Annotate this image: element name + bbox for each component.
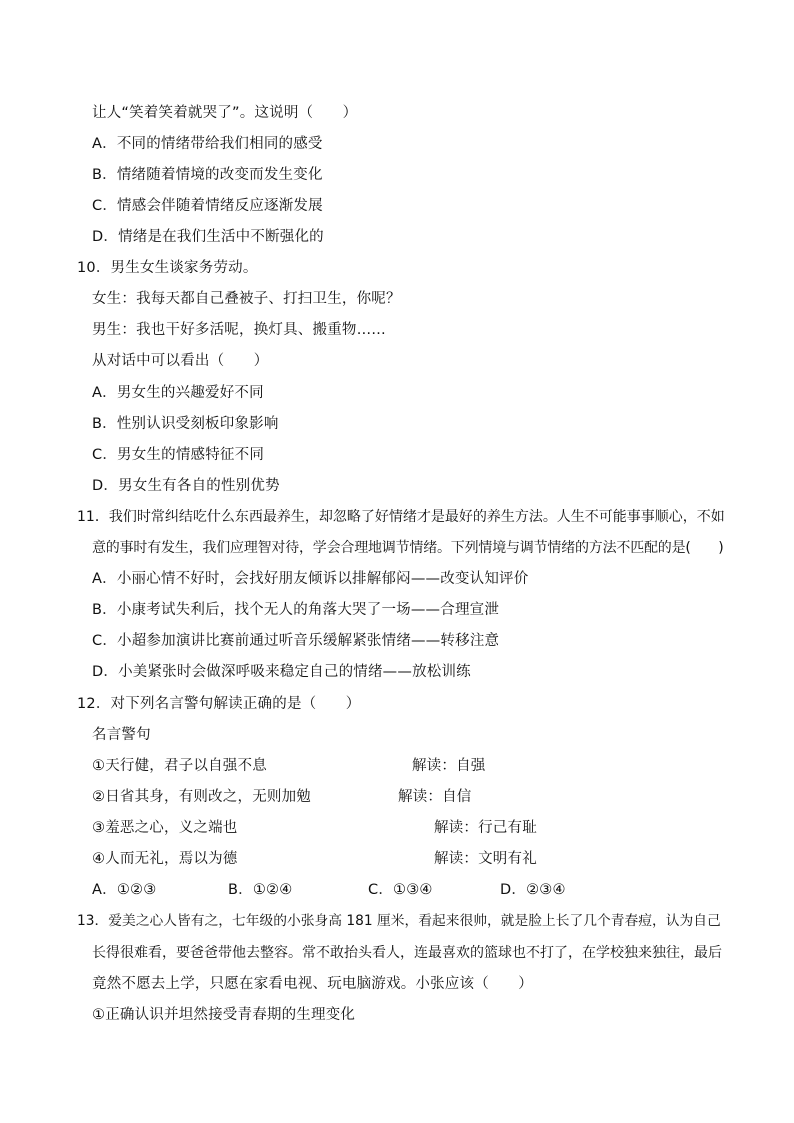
q12-header: 名言警句 xyxy=(92,727,151,743)
q10-stem: 10．男生女生谈家务劳动。 xyxy=(77,260,258,276)
q12-option-b: B．①②④ xyxy=(228,882,293,898)
q10-dialogue-girl: 女生：我每天都自己叠被子、打扫卫生，你呢？ xyxy=(92,291,401,307)
q11-option-c: C．小超参加演讲比赛前通过听音乐缓解紧张情绪——转移注意 xyxy=(92,633,500,649)
q9-stem-tail: 让人“笑着笑着就哭了”。这说明（ ） xyxy=(92,105,358,121)
q11-option-d: D．小美紧张时会做深呼吸来稳定自己的情绪——放松训练 xyxy=(92,664,471,680)
q9-option-c: C．情感会伴随着情绪反应逐渐发展 xyxy=(92,198,323,214)
q13-stem-line3: 竟然不愿去上学，只愿在家看电视、玩电脑游戏。小张应该（ ） xyxy=(92,976,533,992)
q12-reading-4: 解读：文明有礼 xyxy=(434,851,537,867)
q10-option-c: C．男女生的情感特征不同 xyxy=(92,447,265,463)
q9-option-a: A．不同的情绪带给我们相同的感受 xyxy=(92,136,323,152)
q12-reading-3: 解读：行己有耻 xyxy=(434,820,537,836)
q10-option-b: B．性别认识受刻板印象影响 xyxy=(92,416,279,432)
q10-option-a: A．男女生的兴趣爱好不同 xyxy=(92,385,264,401)
q9-option-b: B．情绪随着情境的改变而发生变化 xyxy=(92,167,323,183)
q10-option-d: D．男女生有各自的性别优势 xyxy=(92,478,280,494)
q13-item-1: ①正确认识并坦然接受青春期的生理变化 xyxy=(92,1007,356,1023)
q12-quote-2: ②日省其身，有则改之，无则加勉 xyxy=(92,789,311,805)
q12-quote-1: ①天行健，君子以自强不息 xyxy=(92,758,267,774)
q12-stem: 12．对下列名言警句解读正确的是（ ） xyxy=(77,696,361,712)
q13-stem-line2: 长得很难看，要爸爸带他去整容。常不敢抬头看人，连最喜欢的篮球也不打了，在学校独来独往，最后 xyxy=(92,945,722,961)
q12-quote-3: ③羞恶之心，义之端也 xyxy=(92,820,238,836)
q12-quote-4: ④人而无礼，焉以为德 xyxy=(92,851,238,867)
q11-option-a: A．小丽心情不好时，会找好朋友倾诉以排解郁闷——改变认知评价 xyxy=(92,571,529,587)
q12-reading-1: 解读：自强 xyxy=(412,758,486,774)
q13-stem-line1: 13．爱美之心人皆有之，七年级的小张身高 181 厘米，看起来很帅，就是脸上长了几个青春痘，认为自己 xyxy=(77,913,721,929)
q11-stem-line2: 意的事时有发生，我们应理智对待，学会合理地调节情绪。下列情境与调节情绪的方法不匹配的是( ) xyxy=(92,540,724,556)
q11-option-b: B．小康考试失利后，找个无人的角落大哭了一场——合理宣泄 xyxy=(92,602,500,618)
q12-reading-2: 解读：自信 xyxy=(398,789,472,805)
q12-option-c: C．①③④ xyxy=(368,882,433,898)
q12-option-a: A．①②③ xyxy=(92,882,157,898)
q12-option-d: D．②③④ xyxy=(500,882,566,898)
q10-dialogue-boy: 男生：我也干好多活呢，换灯具、搬重物…… xyxy=(92,322,386,338)
q9-option-d: D．情绪是在我们生活中不断强化的 xyxy=(92,229,324,245)
q10-prompt: 从对话中可以看出（ ） xyxy=(92,353,269,369)
q11-stem-line1: 11．我们时常纠结吃什么东西最养生，却忽略了好情绪才是最好的养生方法。人生不可能事事顺心，不如 xyxy=(77,509,725,525)
